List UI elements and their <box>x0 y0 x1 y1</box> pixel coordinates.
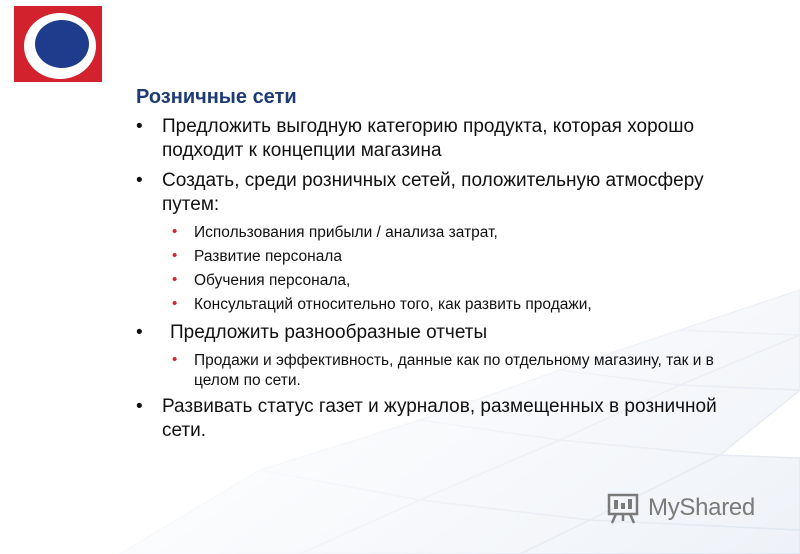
bullet-dot: • <box>136 322 143 343</box>
bullet-text: Предложить разнообразные отчеты <box>170 322 488 343</box>
bullet-item-1 <box>136 115 756 163</box>
bullet-dot: • <box>136 116 143 137</box>
watermark-text: MyShared <box>648 494 755 521</box>
presentation-board-icon <box>606 491 640 525</box>
bullet-text: Развивать статус газет и журналов, размещенных в розничной сети. <box>162 396 717 441</box>
sub-bullet-text: Развитие персонала <box>194 248 342 265</box>
myshared-watermark[interactable] <box>606 490 755 526</box>
slide-content <box>136 86 756 449</box>
bullet-item-4 <box>136 395 756 443</box>
bullet-dot: • <box>136 396 143 417</box>
bullet-dot: • <box>136 170 143 191</box>
sub-bullet-item <box>136 223 756 243</box>
sub-bullet-dot: • <box>172 351 178 368</box>
slide-heading: Розничные сети <box>136 86 297 108</box>
bullet-text: Предложить выгодную категорию продукта, которая хорошо подходит к концепции магазина <box>162 116 695 161</box>
sub-bullet-dot: • <box>172 247 178 264</box>
sub-bullet-dot: • <box>172 295 178 312</box>
bullet-text: Создать, среди розничных сетей, положительную атмосферу путем: <box>162 170 704 215</box>
sub-bullet-dot: • <box>172 223 178 240</box>
sub-bullet-text: Продажи и эффективность, данные как по отдельному магазину, так и в целом по сети. <box>194 352 714 389</box>
sub-bullet-item <box>136 271 756 291</box>
sub-bullet-item <box>136 247 756 267</box>
sub-bullet-item <box>136 295 756 315</box>
sub-bullet-item <box>136 351 756 391</box>
bullet-item-3 <box>136 321 756 345</box>
company-logo <box>14 6 102 82</box>
sub-bullet-text: Обучения персонала, <box>194 272 351 289</box>
sub-bullet-dot: • <box>172 271 178 288</box>
logo-blue-circle <box>35 20 89 68</box>
bullet-item-2 <box>136 169 756 217</box>
sub-bullet-text: Консультаций относительно того, как развить продажи, <box>194 296 592 313</box>
sub-bullet-text: Использования прибыли / анализа затрат, <box>194 224 498 241</box>
